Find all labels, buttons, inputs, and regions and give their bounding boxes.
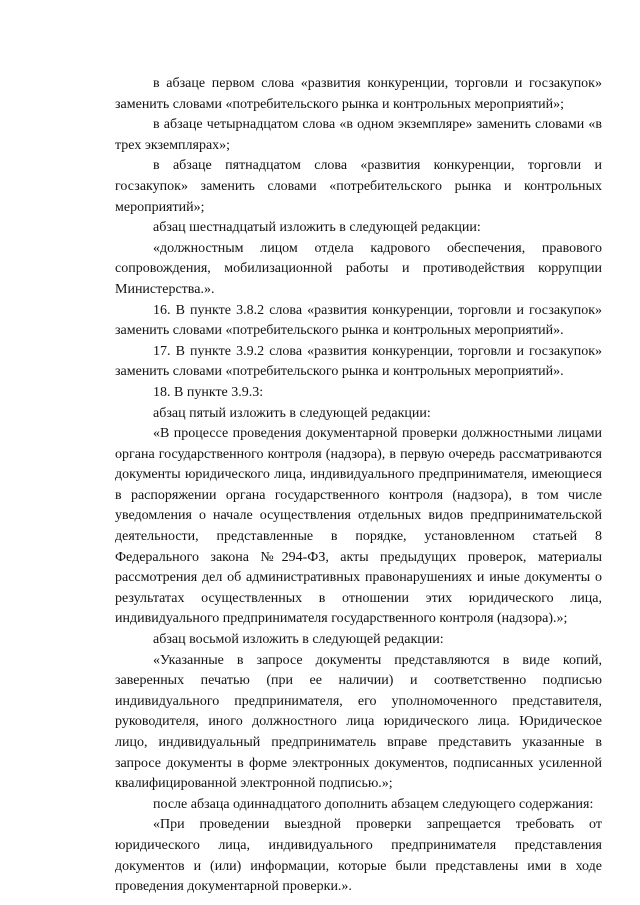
paragraph: после абзаца одиннадцатого дополнить абзацем следующего содержания: [153, 796, 594, 812]
paragraph: в абзаце первом слова «развития конкуренции, торговли и госзакупок» заменить словами «потребительского рынка и контрольных мероприятий»; [115, 76, 602, 112]
paragraph: абзац восьмой изложить в следующей редакции: [153, 632, 444, 648]
paragraph: «Указанные в запросе документы представляются в виде копий, заверенных печатью (при ее наличии) и соответственно подписью индивидуального предпринимателя, его уполномоченного представителя, руководителя, иного должностного лица юридического лица. Юридическое лицо, индивидуальный предприниматель вправе представить указанные в запросе документы в форме электронных документов, подписанных усиленной квалифицированной электронной подписью.»; [115, 652, 602, 792]
paragraph: «В процессе проведения документарной проверки должностными лицами органа государственного контроля (надзора), в первую очередь рассматриваются документы юридического лица, индивидуального предпринимателя, имеющиеся в распоряжении органа государственного контроля (надзора), в том числе уведомления о начале осуществления отдельных видов предпринимательской деятельности, представленные в порядке, установленном статьей 8 Федерального закона №294-ФЗ, акты предыдущих проверок, материалы рассмотрения дел об административных правонарушениях и иные документы о результатах осуществленных в отношении этих юридического лица, индивидуального предпринимателя государственного контроля (надзора).»; [115, 426, 602, 627]
paragraph: абзац шестнадцатый изложить в следующей редакции: [153, 220, 481, 236]
paragraph: абзац пятый изложить в следующей редакции: [153, 405, 431, 421]
paragraph: 17. В пункте 3.9.2 слова «развития конкуренции, торговли и госзакупок» заменить словами «потребительского рынка и контрольных мероприятий». [115, 343, 602, 380]
document-page [115, 74, 602, 898]
paragraph: «При проведении выездной проверки запрещается требовать от юридического лица, индивидуального предпринимателя представления документов и (или) информации, которые были представлены ими в ходе проведения документарной проверки.». [115, 817, 602, 895]
paragraph: 18. В пункте 3.9.3: [153, 384, 264, 400]
paragraph: «должностным лицом отдела кадрового обеспечения, правового сопровождения, мобилизационной работы и противодействия коррупции Министерства.». [115, 240, 602, 297]
paragraph: в абзаце четырнадцатом слова «в одном экземпляре» заменить словами «в трех экземплярах»; [115, 117, 602, 153]
paragraph: 16. В пункте 3.8.2 слова «развития конкуренции, торговли и госзакупок» заменить словами «потребительского рынка и контрольных мероприятий». [115, 302, 602, 339]
paragraph: в абзаце пятнадцатом слова «развития конкуренции, торговли и госзакупок» заменить словами «потребительского рынка и контрольных мероприятий»; [115, 158, 602, 215]
